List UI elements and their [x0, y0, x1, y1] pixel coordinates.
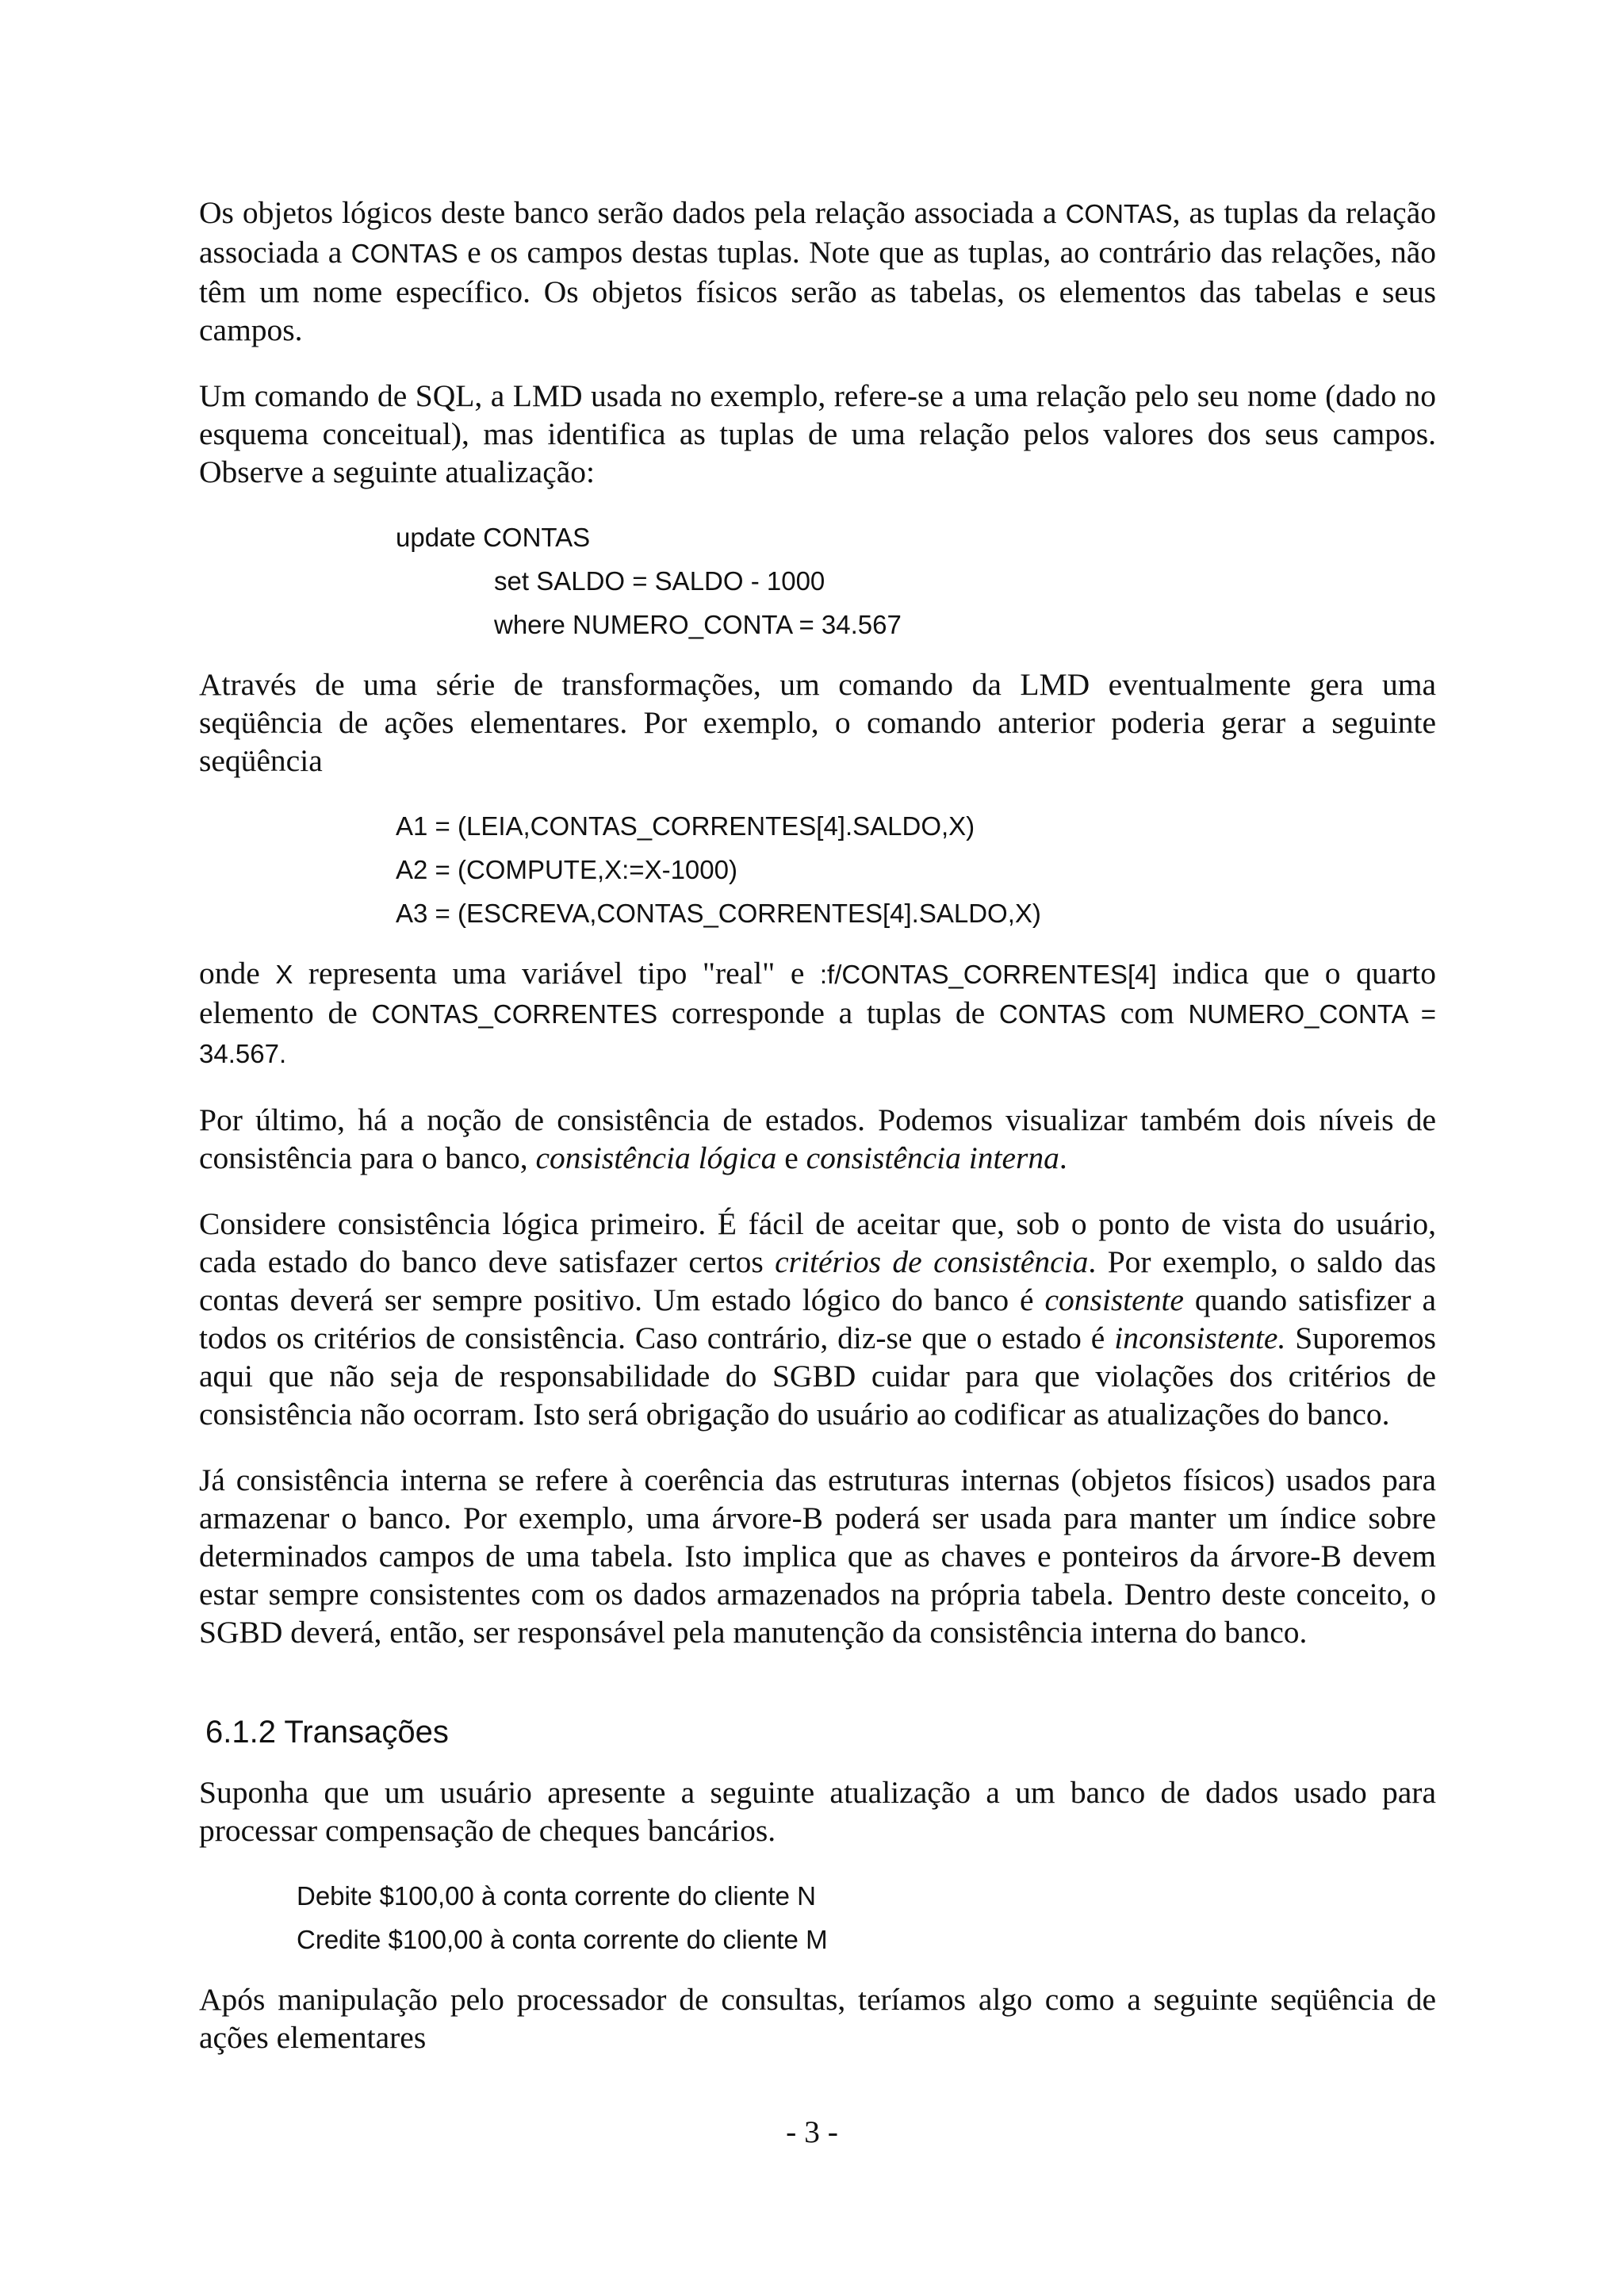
emphasis: consistência lógica: [535, 1140, 777, 1175]
text: Os objetos lógicos deste banco serão dados pela relação associada a: [199, 195, 1066, 230]
text: Por último, há a noção de consistência de estados. Podemos visualizar também dois níveis de consistência para o banco,: [199, 1102, 1436, 1175]
code-line: update CONTAS: [396, 523, 591, 552]
paragraph-query-processor: Após manipulação pelo processador de consultas, teríamos algo como a seguinte seqüência de ações elementares: [199, 1982, 1436, 2055]
code-line: A3 = (ESCREVA,CONTAS_CORRENTES[4].SALDO,X): [396, 899, 1041, 928]
text: e: [776, 1140, 806, 1175]
emphasis: critérios de consistência: [775, 1244, 1089, 1279]
term-contas-correntes: CONTAS_CORRENTES: [371, 999, 658, 1029]
text: onde: [199, 956, 276, 991]
code-update-contas: [199, 516, 1436, 646]
code-line: A2 = (COMPUTE,X:=X-1000): [396, 855, 737, 884]
section-heading: 6.1.2 Transações: [205, 1715, 449, 1750]
code-line: set SALDO = SALDO - 1000: [494, 566, 825, 596]
paragraph-internal-consistency: Já consistência interna se refere à coerência das estruturas internas (objetos físicos) usados para armazenar o banco. Por exemplo, uma árvore-B poderá ser usada para manter um índice sobre determinados campos de uma tabela. Isto implica que as chaves e ponteiros da árvore-B devem estar sempre consistentes com os dados armazenados na própria tabela. Dentro deste conceito, o SGBD deverá, então, ser responsável pela manutenção da consistência interna do banco.: [199, 1462, 1436, 1650]
text: indica que o quarto elemento de: [199, 956, 1436, 1030]
text: . Por exemplo, o saldo das contas deverá ser sempre positivo. Um estado lógico do banco é: [199, 1244, 1436, 1317]
emphasis: consistência interna: [806, 1140, 1059, 1175]
term-x: X: [275, 960, 293, 989]
code-line: Debite $100,00 à conta corrente do cliente N: [297, 1881, 816, 1911]
text: .: [1059, 1140, 1067, 1175]
paragraph-variable-definition: [199, 954, 1436, 1073]
code-debit-credit: [199, 1874, 1436, 1961]
text: e os campos destas tuplas. Note que as tuplas, ao contrário das relações, não têm um nome específico. Os objetos físicos serão as tabelas, os elementos das tabelas e seus campos.: [199, 235, 1436, 347]
code-line: A1 = (LEIA,CONTAS_CORRENTES[4].SALDO,X): [396, 811, 975, 841]
paragraph-logical-objects: [199, 194, 1436, 349]
text: quando satisfizer a todos os critérios de consistência. Caso contrário, diz-se que o estado é: [199, 1282, 1436, 1355]
paragraph-user-update: Suponha que um usuário apresente a seguinte atualização a um banco de dados usado para processar compensação de cheques bancários.: [199, 1775, 1436, 1848]
emphasis: inconsistente.: [1114, 1320, 1286, 1355]
paragraph-consistency-levels: [199, 1101, 1436, 1177]
paragraph-transformations: Através de uma série de transformações, um comando da LMD eventualmente gera uma seqüência de ações elementares. Por exemplo, o comando anterior poderia gerar a seguinte seqüência: [199, 667, 1436, 778]
page-number: - 3 -: [786, 2114, 838, 2149]
code-elementary-actions: [199, 804, 1436, 935]
text: , as tuplas da relação associada a: [199, 195, 1436, 270]
paragraph-sql-command: Um comando de SQL, a LMD usada no exemplo, refere-se a uma relação pelo seu nome (dado no esquema conceitual), mas identifica as tuplas de uma relação pelos valores dos seus campos. Observe a seguinte atualização:: [199, 378, 1436, 489]
text: Considere consistência lógica primeiro. É fácil de aceitar que, sob o ponto de vista do usuário, cada estado do banco deve satisfazer certos: [199, 1206, 1436, 1279]
code-line: Credite $100,00 à conta corrente do cliente M: [297, 1925, 828, 1954]
term-contas: CONTAS: [1065, 199, 1173, 228]
paragraph-logical-consistency: [199, 1205, 1436, 1433]
document-page: [199, 194, 1436, 2084]
text: .: [278, 1039, 287, 1068]
text: representa uma variável tipo "real" e: [293, 956, 820, 991]
text: com: [1105, 995, 1189, 1030]
term-contas: CONTAS: [998, 999, 1106, 1029]
code-line: where NUMERO_CONTA = 34.567: [494, 610, 902, 639]
term-contas: CONTAS: [350, 239, 458, 268]
term-ref: :f/CONTAS_CORRENTES[4]: [819, 960, 1157, 989]
text: Suporemos aqui que não seja de responsabilidade do SGBD cuidar para que violações dos critérios de consistência não ocorram. Isto será obrigação do usuário ao codificar as atualizações do banco.: [199, 1320, 1437, 1432]
emphasis: consistente: [1044, 1282, 1184, 1317]
text: corresponde a tuplas de: [657, 995, 999, 1030]
term-numero-conta: NUMERO_CONTA = 34.567: [199, 999, 1436, 1068]
